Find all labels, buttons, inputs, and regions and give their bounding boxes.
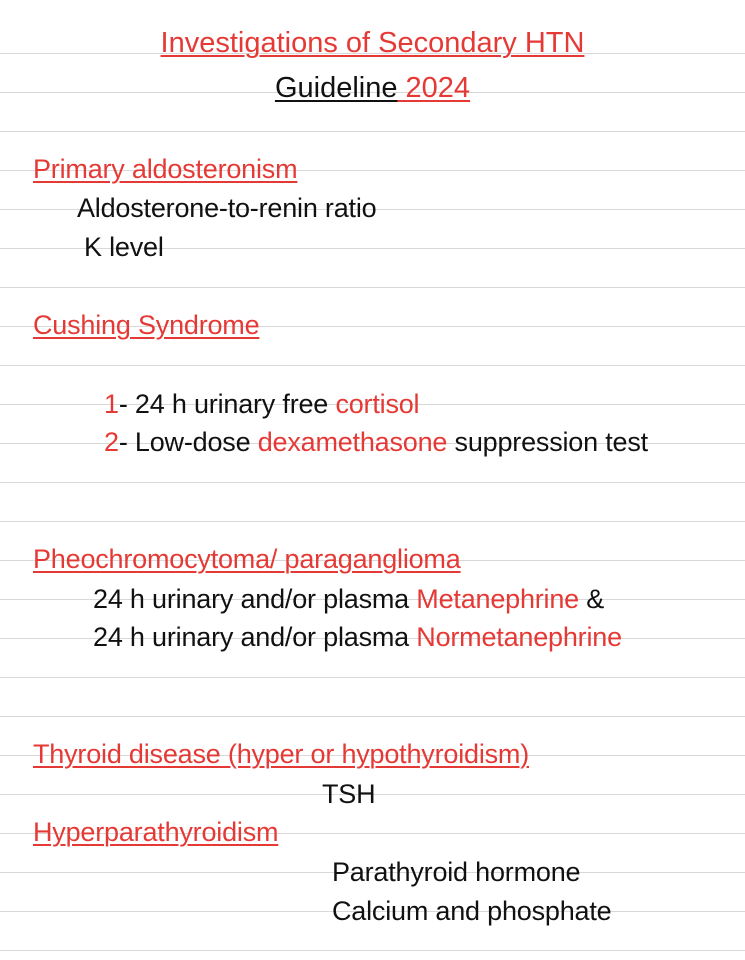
page-subtitle: [0, 71, 745, 105]
list-item: [104, 388, 419, 420]
item-text: &: [579, 584, 605, 614]
item-highlight: Metanephrine: [416, 584, 579, 614]
item-text: suppression test: [447, 427, 648, 457]
item-number: 2: [104, 427, 119, 457]
list-item: [93, 621, 622, 653]
item-text: - Low-dose: [118, 427, 258, 457]
item-highlight: cortisol: [335, 389, 420, 419]
list-item: Calcium and phosphate: [332, 896, 612, 926]
list-item: Parathyroid hormone: [332, 857, 581, 887]
subtitle-label: Guideline: [274, 72, 398, 104]
section-heading-cushing-syndrome: Cushing Syndrome: [33, 310, 260, 340]
item-highlight: Normetanephrine: [416, 622, 622, 652]
list-item: Aldosterone-to-renin ratio: [77, 193, 377, 223]
item-text: 24 h urinary and/or plasma: [93, 622, 417, 652]
page-title: Investigations of Secondary HTN: [160, 27, 585, 59]
list-item: [104, 426, 648, 458]
section-heading-thyroid-disease: Thyroid disease (hyper or hypothyroidism): [33, 739, 530, 769]
item-highlight: dexamethasone: [257, 427, 448, 457]
section-heading-hyperparathyroidism: Hyperparathyroidism: [33, 817, 279, 847]
subtitle-year: 2024: [405, 72, 471, 104]
section-heading-pheochromocytoma: Pheochromocytoma/ paraganglioma: [33, 544, 461, 574]
item-text: 24 h urinary and/or plasma: [93, 584, 417, 614]
list-item: K level: [84, 232, 164, 262]
item-text: - 24 h urinary free: [118, 389, 336, 419]
item-number: 1: [104, 389, 119, 419]
list-item: [93, 583, 604, 615]
list-item: TSH: [322, 779, 376, 809]
section-heading-primary-aldosteronism: Primary aldosteronism: [33, 154, 298, 184]
